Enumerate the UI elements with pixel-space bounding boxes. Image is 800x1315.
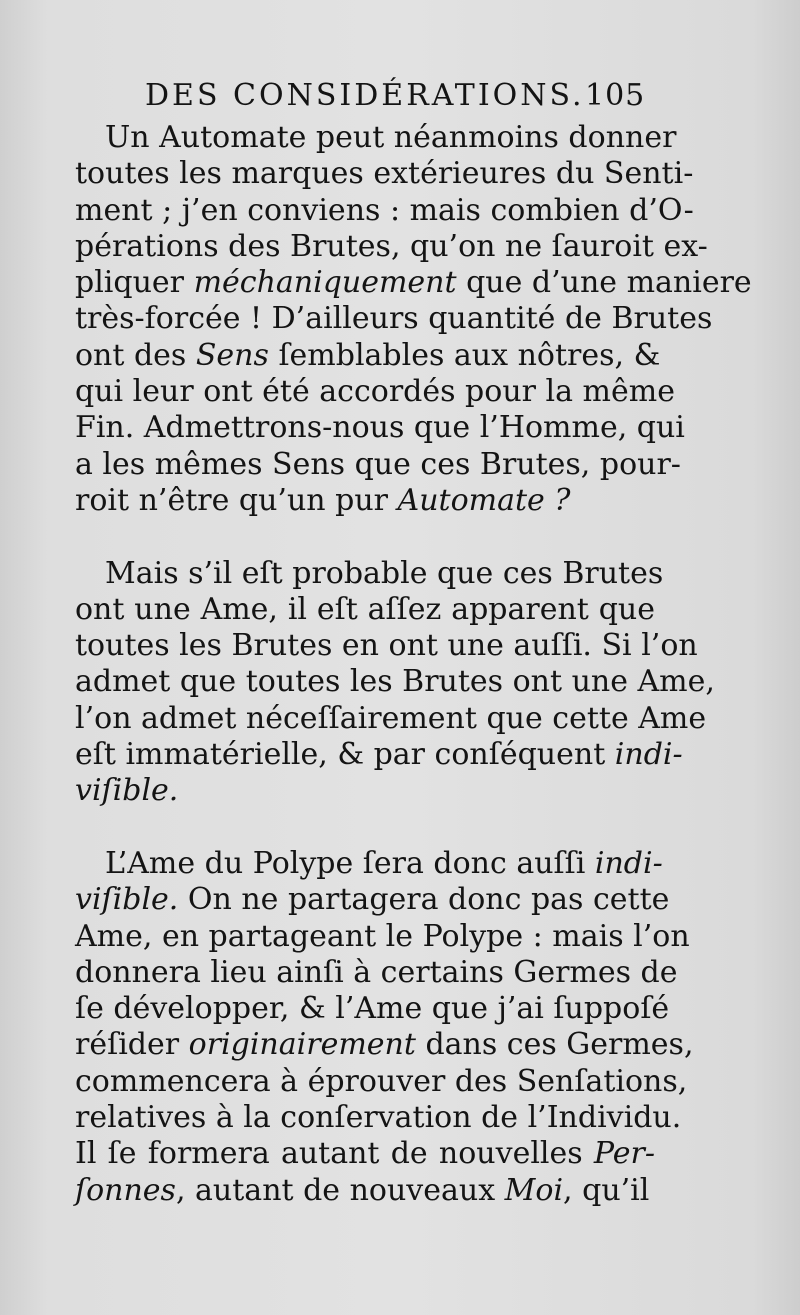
text-segment: , qu’il	[563, 1172, 650, 1208]
text-line	[75, 845, 663, 882]
italic-text: originairement	[188, 1027, 416, 1063]
text-segment: ont une Ame, il eſt aſſez apparent que	[75, 591, 655, 627]
text-line	[75, 483, 655, 519]
text-line	[75, 882, 670, 918]
text-line	[75, 228, 708, 265]
italic-text: Moi	[504, 1172, 564, 1208]
text-line	[75, 628, 698, 664]
body-text	[75, 120, 752, 1209]
text-segment: relatives à la conſervation de l’Individu.	[75, 1100, 682, 1136]
text-segment: toutes les marques extérieures du Senti-	[75, 156, 694, 192]
text-segment: toutes les Brutes en ont une auſſi. Si l’on	[75, 628, 698, 664]
text-line	[75, 337, 661, 374]
italic-text: viſible.	[75, 773, 179, 809]
text-segment: l’on admet néceſſairement que cette Ame	[75, 700, 707, 736]
text-segment: donnera lieu ainſi à certains Germes de	[75, 954, 678, 990]
text-segment: Ame, en partageant le Polype : mais l’on	[75, 918, 690, 954]
text-line	[75, 1100, 682, 1136]
text-line	[75, 918, 690, 955]
text-line	[75, 120, 677, 156]
text-line	[75, 265, 752, 301]
italic-text: indi-	[614, 737, 683, 773]
text-line	[75, 555, 664, 592]
italic-text: Automate ?	[397, 482, 571, 518]
text-segment: On ne partagera donc pas cette	[178, 882, 670, 918]
italic-text: méchaniquement	[193, 265, 457, 301]
text-segment: qui leur ont été accordés pour la même	[75, 374, 675, 410]
text-segment: ſemblables aux nôtres, &	[268, 337, 661, 373]
text-segment: , autant de nouveaux	[175, 1172, 505, 1208]
text-segment: pliquer	[75, 265, 194, 301]
text-line	[75, 991, 670, 1027]
text-line	[75, 700, 707, 737]
text-line	[75, 1173, 655, 1209]
text-segment: ment ; j’en conviens : mais combien d’O-	[75, 192, 694, 228]
text-segment: admet que toutes les Brutes ont une Ame,	[75, 664, 715, 700]
text-line	[75, 192, 694, 229]
text-segment: L’Ame du Polype ſera donc auſſi	[105, 845, 595, 881]
paragraph	[75, 555, 715, 810]
text-line	[75, 1027, 694, 1063]
italic-text: viſible.	[75, 882, 179, 918]
text-segment: Un Automate peut néanmoins donner	[105, 120, 677, 155]
text-segment: Il ſe formera autant de nouvelles	[75, 1136, 594, 1172]
text-line	[75, 410, 685, 446]
text-segment: roit n’être qu’un pur	[75, 482, 398, 518]
page-header	[0, 78, 800, 118]
italic-text: indi-	[594, 845, 663, 881]
text-line	[75, 1063, 688, 1100]
text-line	[75, 301, 713, 337]
italic-text: ſonnes	[75, 1172, 176, 1208]
text-segment: réſider	[75, 1027, 189, 1063]
text-segment: commencera à éprouver des Senſations,	[75, 1063, 688, 1099]
paragraph-gap	[75, 519, 655, 555]
text-line	[75, 156, 694, 192]
italic-text: Per-	[593, 1136, 655, 1172]
text-segment: ſe développer, & l’Ame que j’ai ſuppoſé	[75, 991, 670, 1027]
paragraph-gap	[75, 810, 655, 846]
text-segment: Mais s’il eſt probable que ces Brutes	[105, 555, 664, 591]
text-segment: dans ces Germes,	[415, 1027, 694, 1063]
italic-text: Sens	[195, 337, 269, 373]
text-segment: très-forcée ! D’ailleurs quantité de Brutes	[75, 301, 713, 337]
text-line	[75, 592, 655, 628]
text-line	[75, 446, 681, 483]
text-segment: que d’une maniere	[456, 265, 752, 301]
text-line	[75, 374, 675, 410]
text-line	[75, 737, 683, 773]
running-title: DES CONSIDÉRATIONS.	[145, 78, 585, 113]
page-number: 105	[585, 78, 646, 113]
text-segment: eſt immatérielle, & par conſéquent	[75, 737, 615, 773]
text-segment: a les mêmes Sens que ces Brutes, pour-	[75, 446, 681, 482]
text-line	[75, 664, 715, 700]
text-segment: ont des	[75, 337, 196, 373]
paragraph	[75, 120, 752, 519]
text-line	[75, 773, 655, 809]
paragraph	[75, 845, 694, 1209]
text-segment: Fin. Admettrons-nous que l’Homme, qui	[75, 410, 685, 446]
text-segment: pérations des Brutes, qu’on ne ſauroit ex-	[75, 228, 708, 264]
text-line	[75, 954, 678, 991]
text-line	[75, 1136, 655, 1172]
